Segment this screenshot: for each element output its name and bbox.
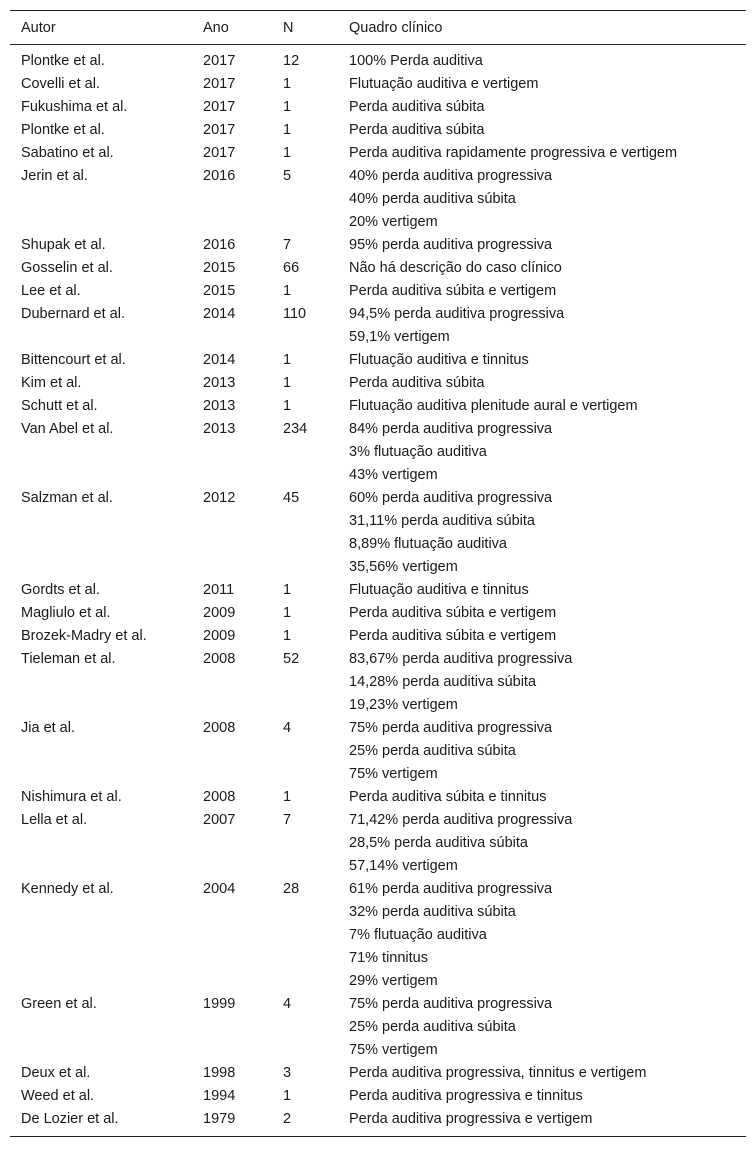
cell-clinical (338, 1085, 746, 1108)
cell-author: Deux et al. (21, 1065, 91, 1081)
cell-clinical (338, 73, 746, 96)
cell-clinical (338, 142, 746, 165)
cell-year: 2008 (203, 651, 236, 667)
clinical-line: 59,1% vertigem (349, 329, 450, 345)
table-row (10, 487, 746, 579)
cell-author: Shupak et al. (21, 237, 106, 253)
clinical-line: 100% Perda auditiva (349, 53, 483, 69)
cell-author: Green et al. (21, 996, 97, 1012)
cell-year: 2014 (203, 306, 236, 322)
clinical-line: Flutuação auditiva e tinnitus (349, 352, 529, 368)
clinical-line: 95% perda auditiva progressiva (349, 237, 553, 253)
clinical-line: 83,67% perda auditiva progressiva (349, 651, 573, 667)
clinical-table (10, 10, 746, 1137)
cell-author: Kim et al. (21, 375, 82, 391)
table-row (10, 878, 746, 993)
table-row (10, 993, 746, 1062)
cell-clinical (338, 165, 746, 234)
table-row (10, 257, 746, 280)
cell-n: 1 (283, 628, 292, 644)
cell-n: 1 (283, 145, 292, 161)
cell-author: Covelli et al. (21, 76, 100, 92)
clinical-line: 75% vertigem (349, 766, 438, 782)
cell-year: 2012 (203, 490, 236, 506)
cell-author: Gosselin et al. (21, 260, 113, 276)
clinical-line: Não há descrição do caso clínico (349, 260, 562, 276)
header-author: Autor (10, 11, 192, 45)
table-container (10, 10, 756, 1137)
clinical-line: Perda auditiva súbita (349, 122, 485, 138)
cell-n: 12 (283, 53, 300, 69)
cell-clinical (338, 418, 746, 487)
cell-author: Brozek-Madry et al. (21, 628, 147, 644)
clinical-line: Perda auditiva súbita e vertigem (349, 628, 557, 644)
table-row (10, 119, 746, 142)
cell-n: 4 (283, 720, 292, 736)
cell-clinical (338, 303, 746, 349)
cell-n: 1 (283, 99, 292, 115)
cell-clinical (338, 878, 746, 993)
table-row (10, 372, 746, 395)
header-year: Ano (192, 11, 272, 45)
cell-year: 2017 (203, 76, 236, 92)
cell-year: 2008 (203, 789, 236, 805)
cell-clinical (338, 395, 746, 418)
cell-year: 2013 (203, 421, 236, 437)
cell-clinical (338, 372, 746, 395)
cell-n: 2 (272, 1108, 338, 1137)
cell-n: 1 (283, 1088, 292, 1104)
cell-clinical (338, 786, 746, 809)
clinical-line: 29% vertigem (349, 973, 438, 989)
table-row (10, 142, 746, 165)
cell-year: 2013 (203, 398, 236, 414)
clinical-line: 14,28% perda auditiva súbita (349, 674, 537, 690)
clinical-line: Flutuação auditiva e vertigem (349, 76, 539, 92)
cell-author: Tieleman et al. (21, 651, 116, 667)
cell-year: 2017 (203, 53, 236, 69)
cell-year: 2017 (203, 122, 236, 138)
table-row (10, 418, 746, 487)
cell-clinical (338, 257, 746, 280)
table-row (10, 625, 746, 648)
cell-n: 5 (283, 168, 292, 184)
table-row (10, 579, 746, 602)
table-row (10, 303, 746, 349)
clinical-line: 3% flutuação auditiva (349, 444, 487, 460)
cell-year: 2014 (203, 352, 236, 368)
table-row (10, 234, 746, 257)
clinical-line: 60% perda auditiva progressiva (349, 490, 553, 506)
cell-year: 2016 (203, 168, 236, 184)
cell-n: 7 (283, 237, 292, 253)
cell-year: 2009 (203, 605, 236, 621)
cell-clinical (338, 809, 746, 878)
cell-n: 45 (283, 490, 300, 506)
cell-n: 1 (283, 375, 292, 391)
cell-clinical (338, 280, 746, 303)
cell-n: 1 (283, 76, 292, 92)
cell-author: Gordts et al. (21, 582, 100, 598)
clinical-line: 75% perda auditiva progressiva (349, 720, 553, 736)
cell-clinical (338, 119, 746, 142)
cell-year: 2008 (203, 720, 236, 736)
clinical-line: 20% vertigem (349, 214, 438, 230)
cell-clinical (338, 349, 746, 372)
cell-author: De Lozier et al. (10, 1108, 192, 1137)
clinical-line: Perda auditiva súbita e vertigem (349, 605, 557, 621)
cell-clinical (338, 1062, 746, 1085)
table-row (10, 1085, 746, 1108)
clinical-line: 94,5% perda auditiva progressiva (349, 306, 565, 322)
cell-n: 110 (283, 306, 307, 322)
clinical-line: 40% perda auditiva progressiva (349, 168, 553, 184)
cell-author: Plontke et al. (21, 122, 105, 138)
clinical-line: 61% perda auditiva progressiva (349, 881, 553, 897)
table-row (10, 786, 746, 809)
clinical-line: Perda auditiva progressiva e tinnitus (349, 1088, 583, 1104)
header-row (10, 11, 746, 45)
table-body (10, 45, 746, 1137)
cell-author: Weed et al. (21, 1088, 95, 1104)
cell-clinical (338, 234, 746, 257)
cell-clinical (338, 602, 746, 625)
table-header (10, 11, 746, 45)
clinical-line: 71,42% perda auditiva progressiva (349, 812, 573, 828)
cell-year: 2016 (203, 237, 236, 253)
cell-clinical (338, 717, 746, 786)
cell-n: 28 (283, 881, 300, 897)
clinical-line: Flutuação auditiva plenitude aural e vertigem (349, 398, 638, 414)
cell-n: 1 (283, 398, 292, 414)
table-row (10, 717, 746, 786)
cell-n: 1 (283, 789, 292, 805)
clinical-line: 71% tinnitus (349, 950, 428, 966)
cell-year: 2007 (203, 812, 236, 828)
cell-author: Plontke et al. (21, 53, 105, 69)
table-row (10, 165, 746, 234)
cell-author: Sabatino et al. (21, 145, 114, 161)
cell-year: 2015 (203, 260, 236, 276)
cell-author: Magliulo et al. (21, 605, 111, 621)
clinical-line: 8,89% flutuação auditiva (349, 536, 507, 552)
cell-author: Fukushima et al. (21, 99, 128, 115)
header-clinical: Quadro clínico (338, 11, 746, 45)
table-row (10, 96, 746, 119)
cell-clinical (338, 579, 746, 602)
cell-author: Lee et al. (21, 283, 81, 299)
cell-n: 1 (283, 352, 292, 368)
cell-n: 1 (283, 605, 292, 621)
cell-year: 2011 (203, 582, 235, 598)
table-row (10, 73, 746, 96)
table-row (10, 349, 746, 372)
cell-year: 1979 (192, 1108, 272, 1137)
clinical-line: Perda auditiva súbita e tinnitus (349, 789, 547, 805)
clinical-line: 57,14% vertigem (349, 858, 458, 874)
table-row (10, 280, 746, 303)
clinical-line: Perda auditiva progressiva e vertigem (349, 1111, 593, 1127)
cell-n: 66 (283, 260, 300, 276)
cell-year: 1994 (203, 1088, 236, 1104)
cell-clinical (338, 1108, 746, 1137)
cell-author: Dubernard et al. (21, 306, 125, 322)
clinical-line: 25% perda auditiva súbita (349, 1019, 516, 1035)
clinical-line: Perda auditiva progressiva, tinnitus e vertigem (349, 1065, 647, 1081)
cell-year: 1998 (203, 1065, 236, 1081)
clinical-line: 25% perda auditiva súbita (349, 743, 516, 759)
clinical-line: 7% flutuação auditiva (349, 927, 487, 943)
cell-author: Kennedy et al. (21, 881, 114, 897)
clinical-line: 75% perda auditiva progressiva (349, 996, 553, 1012)
cell-author: Salzman et al. (21, 490, 113, 506)
cell-n: 52 (283, 651, 300, 667)
table-row (10, 1062, 746, 1085)
cell-author: Nishimura et al. (21, 789, 122, 805)
cell-year: 2004 (203, 881, 236, 897)
clinical-line: 31,11% perda auditiva súbita (349, 513, 535, 529)
table-row (10, 45, 746, 74)
cell-author: Lella et al. (21, 812, 88, 828)
cell-n: 1 (283, 122, 292, 138)
table-row (10, 395, 746, 418)
cell-n: 3 (283, 1065, 292, 1081)
cell-author: Jia et al. (21, 720, 75, 736)
cell-clinical (338, 487, 746, 579)
cell-n: 1 (283, 283, 292, 299)
clinical-line: 32% perda auditiva súbita (349, 904, 516, 920)
cell-year: 2015 (203, 283, 236, 299)
table-row (10, 648, 746, 717)
cell-clinical (338, 648, 746, 717)
clinical-line: 84% perda auditiva progressiva (349, 421, 553, 437)
cell-author: Schutt et al. (21, 398, 98, 414)
clinical-line: 28,5% perda auditiva súbita (349, 835, 528, 851)
cell-author: Van Abel et al. (21, 421, 114, 437)
cell-n: 234 (283, 421, 308, 437)
clinical-line: 40% perda auditiva súbita (349, 191, 516, 207)
table-row (10, 1108, 746, 1137)
cell-year: 2009 (203, 628, 236, 644)
cell-n: 1 (283, 582, 292, 598)
table-row (10, 809, 746, 878)
table-row (10, 602, 746, 625)
clinical-line: 35,56% vertigem (349, 559, 458, 575)
cell-author: Jerin et al. (21, 168, 88, 184)
clinical-line: Perda auditiva rapidamente progressiva e vertigem (349, 145, 678, 161)
clinical-line: 43% vertigem (349, 467, 438, 483)
cell-year: 2017 (203, 99, 236, 115)
clinical-line: Perda auditiva súbita e vertigem (349, 283, 557, 299)
cell-clinical (338, 96, 746, 119)
clinical-line: Flutuação auditiva e tinnitus (349, 582, 529, 598)
cell-clinical (338, 993, 746, 1062)
cell-year: 2013 (203, 375, 236, 391)
header-n: N (272, 11, 338, 45)
clinical-line: 75% vertigem (349, 1042, 438, 1058)
cell-author: Bittencourt et al. (21, 352, 126, 368)
clinical-line: Perda auditiva súbita (349, 375, 485, 391)
cell-clinical (338, 45, 746, 74)
cell-clinical (338, 625, 746, 648)
clinical-line: Perda auditiva súbita (349, 99, 485, 115)
clinical-line: 19,23% vertigem (349, 697, 458, 713)
cell-year: 1999 (203, 996, 236, 1012)
cell-n: 4 (283, 996, 292, 1012)
cell-year: 2017 (203, 145, 236, 161)
cell-n: 7 (283, 812, 292, 828)
